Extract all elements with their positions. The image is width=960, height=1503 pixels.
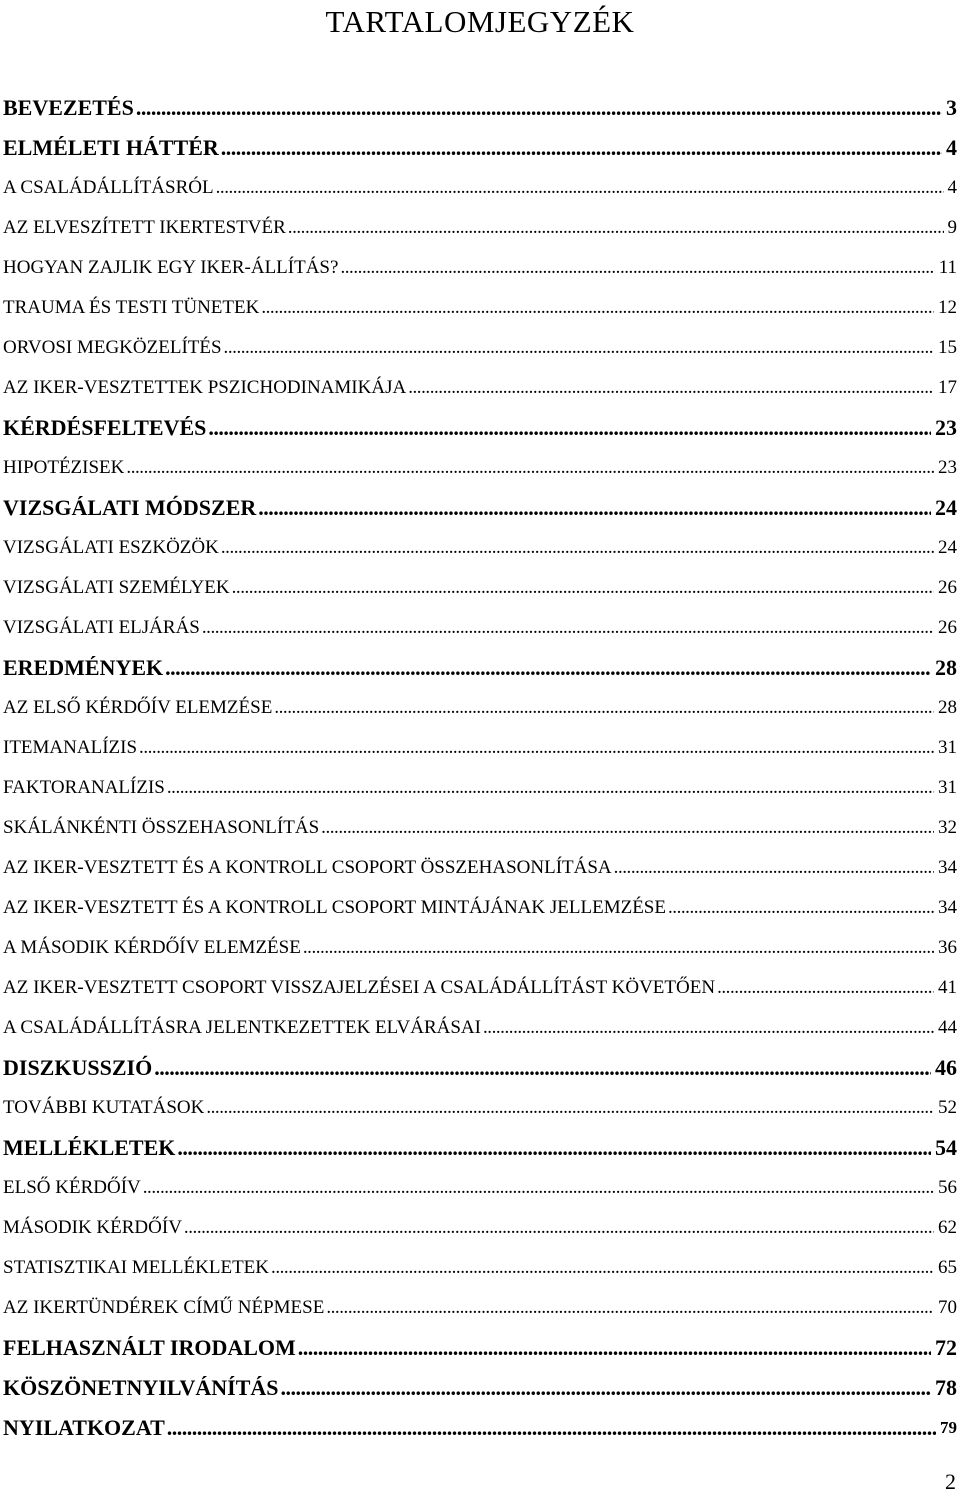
- toc-entry[interactable]: [3, 248, 957, 288]
- toc-entry-page: 44: [938, 1017, 957, 1038]
- toc-dot-leader: [216, 177, 944, 199]
- toc-dot-leader: [321, 817, 934, 839]
- toc-entry-label: ITEMANALÍZIS: [3, 737, 138, 758]
- toc-dot-leader: [202, 617, 934, 639]
- toc-entry[interactable]: [3, 888, 957, 928]
- toc-entry-label: FAKTORANALÍZIS: [3, 777, 165, 798]
- toc-entry-label: AZ IKERTÜNDÉREK CÍMŰ NÉPMESE: [3, 1297, 325, 1318]
- toc-entry-label: ORVOSI MEGKÖZELÍTÉS: [3, 337, 222, 358]
- toc-dot-leader: [326, 1297, 934, 1319]
- toc-dot-leader: [274, 697, 934, 719]
- toc-entry-label: AZ IKER-VESZTETTEK PSZICHODINAMIKÁJA: [3, 377, 407, 398]
- toc-entry[interactable]: [3, 1248, 957, 1288]
- toc-entry[interactable]: [3, 1328, 957, 1368]
- toc-entry-label: AZ ELVESZÍTETT IKERTESTVÉR: [3, 217, 286, 238]
- toc-entry-page: 26: [938, 617, 957, 638]
- toc-entry[interactable]: [3, 408, 957, 448]
- toc-entry-page: 26: [938, 577, 957, 598]
- toc-dot-leader: [408, 377, 934, 399]
- toc-entry[interactable]: [3, 168, 957, 208]
- toc-dot-leader: [668, 897, 934, 919]
- toc-entry[interactable]: [3, 848, 957, 888]
- table-of-contents: [3, 88, 957, 1448]
- toc-entry-page: 11: [938, 257, 957, 278]
- toc-dot-leader: [340, 257, 934, 279]
- toc-entry-page: 62: [938, 1217, 957, 1238]
- toc-dot-leader: [298, 1335, 931, 1361]
- toc-entry-label: A MÁSODIK KÉRDŐÍV ELEMZÉSE: [3, 937, 301, 958]
- toc-entry[interactable]: [3, 1208, 957, 1248]
- toc-entry-page: 65: [938, 1257, 957, 1278]
- toc-dot-leader: [177, 1135, 931, 1161]
- toc-dot-leader: [167, 777, 934, 799]
- toc-entry-page: 24: [935, 495, 957, 520]
- toc-dot-leader: [271, 1257, 934, 1279]
- toc-entry-page: 17: [938, 377, 957, 398]
- toc-entry[interactable]: [3, 1368, 957, 1408]
- toc-entry-page: 34: [938, 897, 957, 918]
- toc-entry[interactable]: [3, 488, 957, 528]
- toc-entry[interactable]: [3, 1008, 957, 1048]
- toc-dot-leader: [126, 457, 934, 479]
- toc-entry-page: 54: [935, 1135, 957, 1160]
- toc-dot-leader: [221, 135, 942, 161]
- toc-entry-page: 31: [938, 777, 957, 798]
- toc-entry[interactable]: [3, 208, 957, 248]
- toc-entry-page: 15: [938, 337, 957, 358]
- toc-entry-page: 56: [938, 1177, 957, 1198]
- toc-entry[interactable]: [3, 288, 957, 328]
- toc-entry-label: DISZKUSSZIÓ: [3, 1055, 153, 1080]
- toc-dot-leader: [221, 537, 934, 559]
- toc-dot-leader: [483, 1017, 934, 1039]
- toc-entry-page: 12: [938, 297, 957, 318]
- toc-entry[interactable]: [3, 88, 957, 128]
- toc-entry-label: MÁSODIK KÉRDŐÍV: [3, 1217, 182, 1238]
- toc-dot-leader: [288, 217, 944, 239]
- toc-dot-leader: [184, 1217, 934, 1239]
- toc-entry-label: TOVÁBBI KUTATÁSOK: [3, 1097, 205, 1118]
- toc-entry-label: ELMÉLETI HÁTTÉR: [3, 135, 219, 160]
- toc-entry-label: MELLÉKLETEK: [3, 1135, 176, 1160]
- toc-entry[interactable]: [3, 1128, 957, 1168]
- toc-entry[interactable]: [3, 448, 957, 488]
- toc-entry-page: 23: [938, 457, 957, 478]
- toc-entry-page: 41: [938, 977, 957, 998]
- toc-entry[interactable]: [3, 328, 957, 368]
- toc-entry-label: AZ IKER-VESZTETT CSOPORT VISSZAJELZÉSEI A CSALÁDÁLLÍTÁST KÖVETŐEN: [3, 977, 716, 998]
- toc-entry[interactable]: [3, 648, 957, 688]
- toc-dot-leader: [143, 1177, 934, 1199]
- toc-entry-page: 28: [938, 697, 957, 718]
- toc-dot-leader: [165, 655, 931, 681]
- toc-entry[interactable]: [3, 768, 957, 808]
- toc-entry-page: 36: [938, 937, 957, 958]
- toc-entry[interactable]: [3, 928, 957, 968]
- toc-entry-label: AZ IKER-VESZTETT ÉS A KONTROLL CSOPORT MINTÁJÁNAK JELLEMZÉSE: [3, 897, 666, 918]
- toc-entry-label: NYILATKOZAT: [3, 1415, 165, 1440]
- toc-entry[interactable]: [3, 968, 957, 1008]
- toc-entry-page: 4: [946, 135, 957, 160]
- toc-entry-label: VIZSGÁLATI SZEMÉLYEK: [3, 577, 230, 598]
- toc-entry-label: STATISZTIKAI MELLÉKLETEK: [3, 1257, 270, 1278]
- toc-entry-label: HIPOTÉZISEK: [3, 457, 125, 478]
- toc-entry-label: TRAUMA ÉS TESTI TÜNETEK: [3, 297, 260, 318]
- toc-entry[interactable]: [3, 528, 957, 568]
- toc-entry-label: HOGYAN ZAJLIK EGY IKER-ÁLLÍTÁS?: [3, 257, 339, 278]
- toc-entry[interactable]: [3, 568, 957, 608]
- toc-dot-leader: [303, 937, 934, 959]
- toc-entry-label: KÖSZÖNETNYILVÁNÍTÁS: [3, 1375, 279, 1400]
- toc-entry-page: 70: [938, 1297, 957, 1318]
- toc-dot-leader: [614, 857, 934, 879]
- toc-entry-page: 9: [947, 217, 957, 238]
- toc-entry-page: 24: [938, 537, 957, 558]
- toc-entry[interactable]: [3, 1408, 957, 1448]
- toc-entry[interactable]: [3, 1048, 957, 1088]
- toc-dot-leader: [258, 495, 931, 521]
- toc-entry[interactable]: [3, 808, 957, 848]
- toc-entry-label: ELSŐ KÉRDŐÍV: [3, 1177, 141, 1198]
- toc-dot-leader: [206, 1097, 934, 1119]
- toc-entry[interactable]: [3, 1168, 957, 1208]
- toc-entry-label: A CSALÁDÁLLÍTÁSRÓL: [3, 177, 214, 198]
- page-title: TARTALOMJEGYZÉK: [325, 4, 635, 39]
- toc-entry-page: 79: [940, 1418, 957, 1437]
- toc-entry-label: AZ ELSŐ KÉRDŐÍV ELEMZÉSE: [3, 697, 273, 718]
- toc-entry[interactable]: [3, 128, 957, 168]
- toc-dot-leader: [717, 977, 934, 999]
- toc-entry-page: 78: [935, 1375, 957, 1400]
- toc-entry-label: A CSALÁDÁLLÍTÁSRA JELENTKEZETTEK ELVÁRÁSAI: [3, 1017, 481, 1038]
- toc-entry[interactable]: [3, 1288, 957, 1328]
- toc-entry-page: 34: [938, 857, 957, 878]
- toc-dot-leader: [281, 1375, 932, 1401]
- toc-dot-leader: [261, 297, 934, 319]
- toc-entry-label: AZ IKER-VESZTETT ÉS A KONTROLL CSOPORT ÖSSZEHASONLÍTÁSA: [3, 857, 612, 878]
- toc-entry[interactable]: [3, 1088, 957, 1128]
- toc-entry[interactable]: [3, 368, 957, 408]
- toc-entry-label: BEVEZETÉS: [3, 95, 134, 120]
- toc-dot-leader: [208, 415, 931, 441]
- toc-dot-leader: [232, 577, 934, 599]
- toc-dot-leader: [136, 95, 942, 121]
- toc-entry-label: KÉRDÉSFELTEVÉS: [3, 415, 207, 440]
- toc-entry-label: SKÁLÁNKÉNTI ÖSSZEHASONLÍTÁS: [3, 817, 320, 838]
- toc-entry-label: EREDMÉNYEK: [3, 655, 164, 680]
- toc-entry-page: 52: [938, 1097, 957, 1118]
- toc-dot-leader: [154, 1055, 931, 1081]
- toc-entry-page: 4: [947, 177, 957, 198]
- toc-entry[interactable]: [3, 608, 957, 648]
- toc-dot-leader: [224, 337, 934, 359]
- toc-entry-label: VIZSGÁLATI ELJÁRÁS: [3, 617, 200, 638]
- toc-entry-label: FELHASZNÁLT IRODALOM: [3, 1335, 296, 1360]
- page-number: 2: [945, 1469, 956, 1494]
- toc-entry-page: 32: [938, 817, 957, 838]
- toc-dot-leader: [167, 1415, 936, 1441]
- toc-dot-leader: [139, 737, 934, 759]
- toc-entry-page: 3: [946, 95, 957, 120]
- toc-entry-label: VIZSGÁLATI ESZKÖZÖK: [3, 537, 219, 558]
- toc-entry-page: 31: [938, 737, 957, 758]
- toc-entry[interactable]: [3, 728, 957, 768]
- toc-entry-page: 23: [935, 415, 957, 440]
- toc-entry[interactable]: [3, 688, 957, 728]
- toc-entry-page: 46: [935, 1055, 957, 1080]
- toc-entry-label: VIZSGÁLATI MÓDSZER: [3, 495, 257, 520]
- toc-entry-page: 28: [935, 655, 957, 680]
- toc-entry-page: 72: [935, 1335, 957, 1360]
